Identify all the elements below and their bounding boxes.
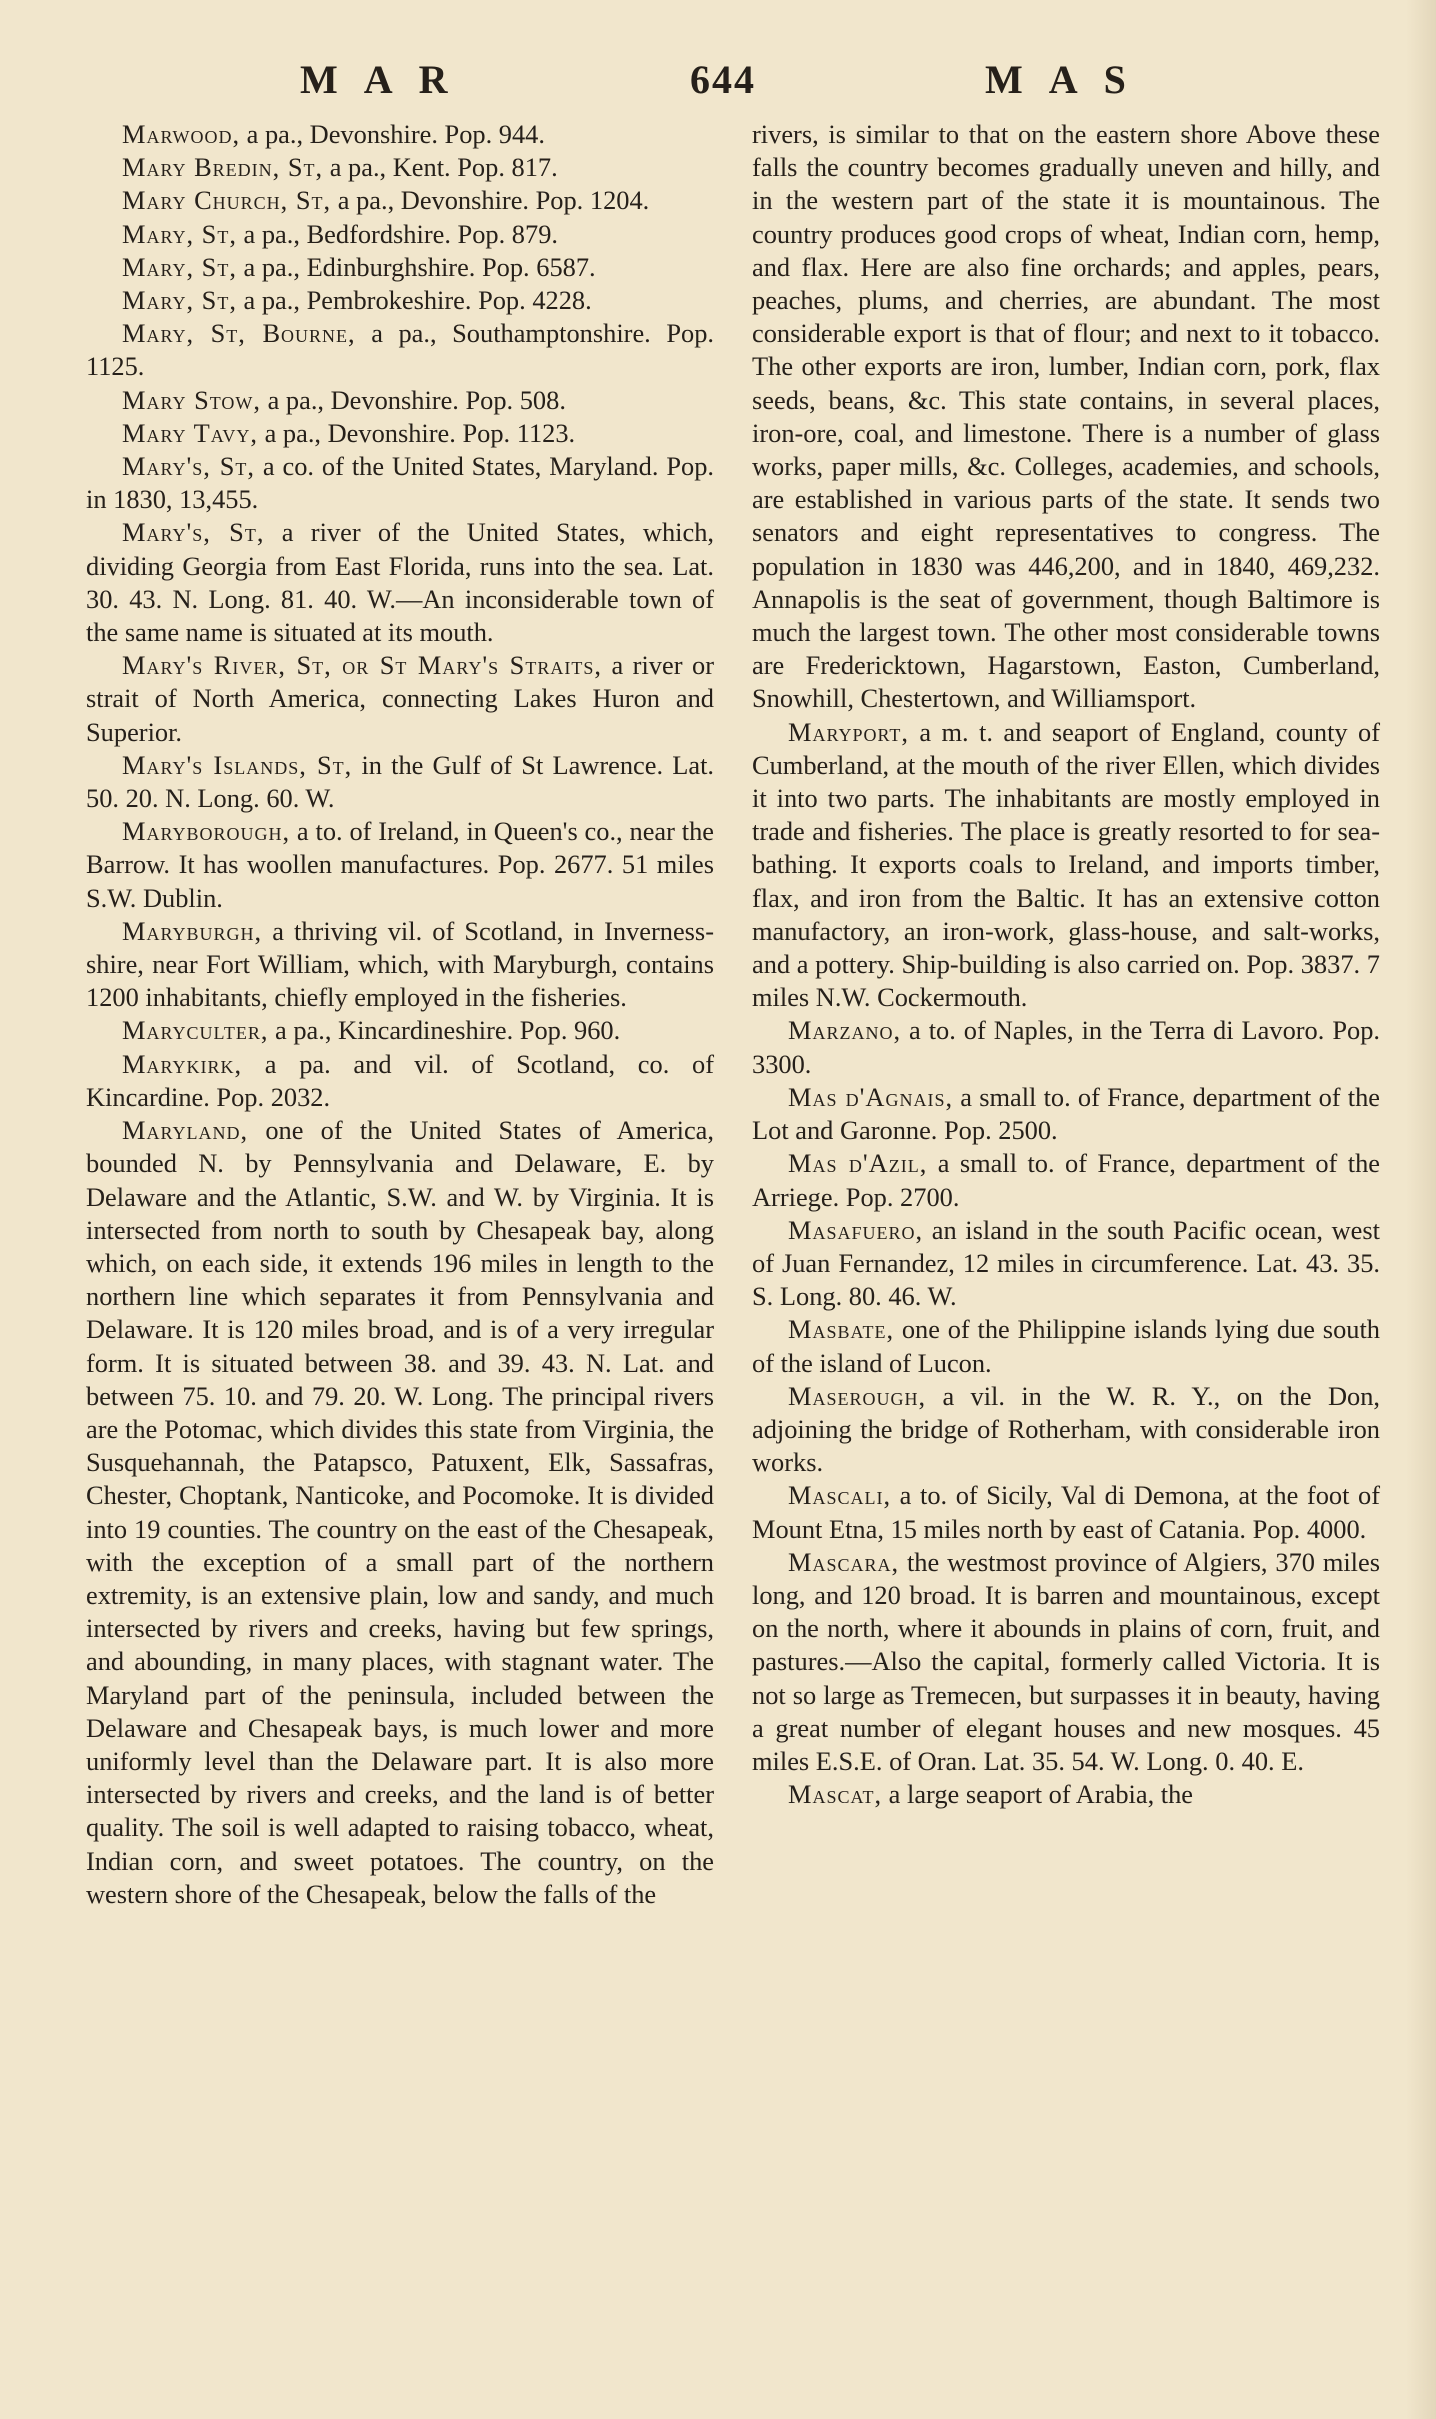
page-header — [0, 56, 1436, 106]
gazetteer-entry — [752, 1214, 1380, 1314]
gazetteer-entry — [86, 284, 714, 317]
entry-headword: Mas d'Azil, — [788, 1148, 928, 1179]
entry-text: a pa., Pembrokeshire. Pop. 4228. — [236, 285, 592, 316]
entry-text: a small to. of France, department of the Arriege. Pop. 2700. — [752, 1148, 1381, 1212]
gazetteer-entry — [86, 184, 714, 217]
entry-text: rivers, is similar to that on the eastern shore Above these falls the country becomes gradually uneven and hilly, and in the western part of the state it is mountainous. The country produces good crops of wheat, Indian corn, hemp, and flax. Here are also fine orchards; and apples, pears, peaches, plums, and cherries, are abundant. The most considerable export is that of flour; and next to it tobacco. The other exports are iron, lumber, Indian corn, pork, flax seeds, beans, &c. This state contains, in several places, iron-ore, coal, and limestone. There is a number of glass works, paper mills, &c. Colleges, academies, and schools, are established in various parts of the state. It sends two senators and eight representatives to congress. The population in 1830 was 446,200, and in 1840, 469,232. Annapolis is the seat of government, though Baltimore is much the largest town. The other most considerable towns are Fredericktown, Hagarstown, Easton, Cumberland, Snowhill, Chestertown, and Williamsport. — [752, 119, 1380, 714]
entry-text: in the Gulf of St Lawrence. Lat. 50. 20. N. Long. 60. W. — [86, 749, 714, 814]
gazetteer-entry — [86, 317, 714, 383]
header-left-guide-word: MAR — [300, 57, 474, 102]
entry-headword: Mary's River, St, or St Mary's Straits, — [122, 650, 602, 681]
gazetteer-entry — [86, 815, 714, 915]
entry-headword: Marykirk, — [122, 1048, 243, 1079]
entry-text: a co. of the United States, Maryland. Pop. in 1830, 13,455. — [86, 451, 714, 515]
entry-headword: Mary's Islands, St, — [122, 749, 353, 780]
gazetteer-entry — [86, 516, 714, 649]
entry-text: a to. of Ireland, in Queen's co., near the Barrow. It has woollen manufactures. Pop. 2677. 51 miles S.W. Dublin. — [86, 816, 714, 913]
gazetteer-entry — [752, 1081, 1380, 1147]
gazetteer-entry — [86, 151, 714, 184]
gazetteer-entry — [752, 1546, 1380, 1778]
gazetteer-entry — [752, 1479, 1380, 1545]
entry-headword: Mary Bredin, St, — [122, 152, 324, 183]
entry-text: the westmost province of Algiers, 370 miles long, and 120 broad. It is barren and mountainous, except on the north, where it abounds in plains of corn, fruit, and pastures.—Also the capital, formerly called Victoria. It is not so large as Tremecen, but surpasses it in beauty, having a great number of elegant houses and new mosques. 45 miles E.S.E. of Oran. Lat. 35. 54. W. Long. 0. 40. E. — [752, 1546, 1380, 1776]
entry-text: a pa., Devonshire. Pop. 1204. — [331, 185, 650, 216]
entry-headword: Maryburgh, — [122, 915, 263, 946]
gazetteer-entry — [86, 417, 714, 450]
entry-headword: Masbate, — [788, 1314, 895, 1345]
entry-text: a pa., Devonshire. Pop. 508. — [261, 384, 566, 415]
entry-text: a pa. and vil. of Scotland, co. of Kincardine. Pop. 2032. — [86, 1048, 714, 1112]
entry-text: a to. of Naples, in the Terra di Lavoro. Pop. 3300. — [752, 1015, 1380, 1079]
entry-text: a pa., Kent. Pop. 817. — [323, 152, 558, 183]
entry-text: a large seaport of Arabia, the — [882, 1779, 1194, 1810]
gazetteer-entry — [86, 1048, 714, 1114]
page-number: 644 — [690, 57, 756, 102]
gazetteer-entry — [752, 1778, 1380, 1811]
gazetteer-entry — [86, 118, 714, 151]
entry-headword: Mascat, — [788, 1779, 883, 1810]
entry-headword: Mary, St, — [122, 251, 237, 282]
gazetteer-entry — [86, 915, 714, 1015]
entry-text: an island in the south Pacific ocean, west of Juan Fernandez, 12 miles in circumference. Lat. 43. 35. S. Long. 80. 46. W. — [752, 1214, 1380, 1312]
right-column — [752, 118, 1380, 1811]
entry-headword: Mary, St, — [122, 285, 237, 316]
gazetteer-entry — [752, 118, 1380, 716]
entry-text: one of the United States of America, bounded N. by Pennsylvania and Delaware, E. by Delaware and the Atlantic, S.W. and W. by Virginia. It is intersected from north to south by Chesapeak bay, along which, on each side, it extends 196 miles in length to the northern line which separates it from Pennsylvania and Delaware. It is 120 miles broad, and is of a very irregular form. It is situated between 38. and 39. 43. N. Lat. and between 75. 10. and 79. 20. W. Long. The principal rivers are the Potomac, which divides this state from Virginia, the Susquehannah, the Patapsco, Patuxent, Elk, Sassafras, Chester, Choptank, Nanticoke, and Pocomoke. It is divided into 19 counties. The country on the east of the Chesapeak, with the exception of a small part of the northern extremity, is an extensive plain, low and sandy, and much intersected by rivers and creeks, having but few springs, and abounding, in many places, with stagnant water. The Maryland part of the peninsula, included between the Delaware and Chesapeak bays, is much lower and more uniformly level than the Delaware part. It is also more intersected by rivers and creeks, and the land is of better quality. The soil is well adapted to raising tobacco, wheat, Indian corn, and sweet potatoes. The country, on the western shore of the Chesapeak, below the falls of the — [86, 1115, 714, 1909]
entry-text: a m. t. and seaport of England, county of Cumberland, at the mouth of the river Ellen, which divides it into two parts. The inhabitants are mostly employed in trade and fisheries. The place is greatly resorted to for sea-bathing. It exports coals to Ireland, and imports timber, flax, and iron from the Baltic. It has an extensive cotton manufactory, an iron-work, glass-house, and salt-works, and a pottery. Ship-building is also carried on. Pop. 3837. 7 miles N.W. Cockermouth. — [752, 716, 1380, 1013]
entry-text: a river of the United States, which, dividing Georgia from East Florida, runs into the sea. Lat. 30. 43. N. Long. 81. 40. W.—An inconsiderable town of the same name is situated at its mouth. — [86, 517, 714, 648]
entry-text: one of the Philippine islands lying due south of the island of Lucon. — [752, 1314, 1380, 1378]
gazetteer-entry — [752, 1014, 1380, 1080]
entry-headword: Marzano, — [788, 1015, 902, 1046]
gazetteer-entry — [752, 1147, 1380, 1213]
entry-headword: Mas d'Agnais, — [788, 1081, 954, 1112]
gazetteer-entry — [752, 1380, 1380, 1480]
entry-headword: Mary, St, Bourne, — [122, 318, 356, 349]
entry-headword: Masafuero, — [788, 1214, 924, 1245]
left-column — [86, 118, 714, 1911]
header-right-guide-word: MAS — [985, 57, 1152, 102]
entry-headword: Maryland, — [122, 1115, 249, 1146]
entry-text: a small to. of France, department of the Lot and Garonne. Pop. 2500. — [752, 1081, 1380, 1146]
page-edge-shadow — [1406, 0, 1436, 2419]
entry-headword: Mary, St, — [122, 218, 237, 249]
gazetteer-entry — [86, 749, 714, 815]
entry-text: a vil. in the W. R. Y., on the Don, adjoining the bridge of Rotherham, with considerable iron works. — [752, 1380, 1380, 1478]
gazetteer-entry — [86, 384, 714, 417]
gazetteer-entry — [752, 1313, 1380, 1379]
entry-text: a pa., Bedfordshire. Pop. 879. — [236, 218, 558, 249]
entry-headword: Mascali, — [788, 1480, 892, 1511]
entry-headword: Mary Church, St, — [122, 185, 332, 216]
entry-text: a pa., Devonshire. Pop. 944. — [240, 119, 545, 149]
entry-headword: Mary's, St, — [122, 451, 256, 482]
entry-text: a pa., Edinburghshire. Pop. 6587. — [236, 251, 596, 282]
gazetteer-entry — [86, 251, 714, 284]
entry-text: a river or strait of North America, connecting Lakes Huron and Superior. — [86, 650, 714, 747]
entry-headword: Maryborough, — [122, 816, 291, 847]
entry-headword: Maserough, — [788, 1380, 927, 1411]
gazetteer-entry — [752, 716, 1380, 1015]
entry-headword: Mary Tavy, — [122, 417, 258, 448]
entry-text: a pa., Devonshire. Pop. 1123. — [258, 417, 576, 448]
entry-text: a pa., Southamptonshire. Pop. 1125. — [86, 318, 714, 382]
entry-headword: Marwood, — [122, 119, 241, 149]
gazetteer-entry — [86, 218, 714, 251]
gazetteer-entry — [86, 1114, 714, 1911]
entry-text: a thriving vil. of Scotland, in Inverness-shire, near Fort William, which, with Maryburgh, contains 1200 inhabitants, chiefly employed in the fisheries. — [86, 915, 714, 1013]
entry-text: a to. of Sicily, Val di Demona, at the foot of Mount Etna, 15 miles north by east of Catania. Pop. 4000. — [752, 1480, 1380, 1544]
entry-headword: Mary Stow, — [122, 384, 262, 415]
gazetteer-entry — [86, 1014, 714, 1047]
gazetteer-entry — [86, 450, 714, 516]
entry-headword: Maryculter, — [122, 1015, 269, 1046]
gazetteer-entry — [86, 649, 714, 749]
entry-headword: Mary's, St, — [122, 517, 265, 548]
entry-text: a pa., Kincardineshire. Pop. 960. — [268, 1015, 621, 1046]
entry-headword: Maryport, — [788, 716, 910, 747]
entry-headword: Mascara, — [788, 1546, 900, 1577]
